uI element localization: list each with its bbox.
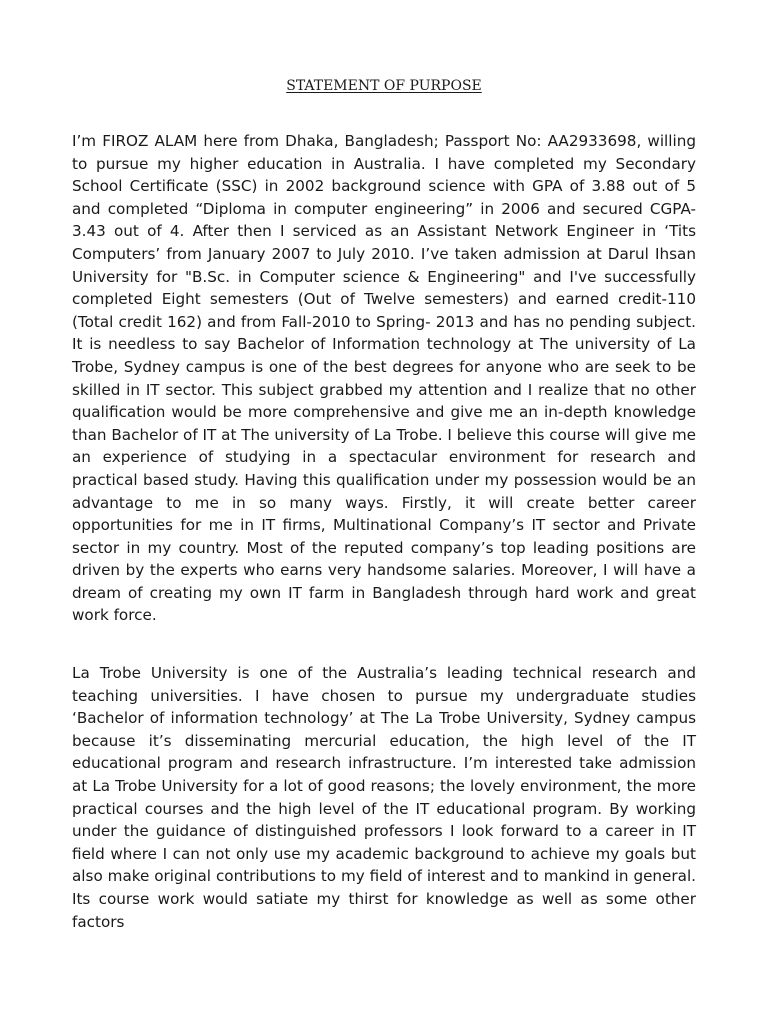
page-title: STATEMENT OF PURPOSE — [286, 78, 482, 94]
paragraph-1: I’m FIROZ ALAM here from Dhaka, Bangladesh; Passport No: AA2933698, willing to pursue my higher education in Australia. I have completed my Secondary School Certificate (SSC) in 2002 background science with GPA of 3.88 out of 5 and completed “Diploma in computer engineering” in 2006 and secured CGPA- 3.43 out of 4. After then I serviced as an Assistant Network Engineer in ‘Tits Computers’ from January 2007 to July 2010. I’ve taken admission at Darul Ihsan University for "B.Sc. in Computer science & Engineering" and I've successfully completed Eight semesters (Out of Twelve semesters) and earned credit-110 (Total credit 162) and from Fall-2010 to Spring- 2013 and has no pending subject. It is needless to say Bachelor of Information technology at The university of La Trobe, Sydney campus is one of the best degrees for anyone who are seek to be skilled in IT sector. This subject grabbed my attention and I realize that no other qualification would be more comprehensive and give me an in-depth knowledge than Bachelor of IT at The university of La Trobe. I believe this course will give me an experience of studying in a spectacular environment for research and practical based study. Having this qualification under my possession would be an advantage to me in so many ways. Firstly, it will create better career opportunities for me in IT firms, Multinational Company’s IT sector and Private sector in my country. Most of the reputed company’s top leading positions are driven by the experts who earns very handsome salaries. Moreover, I will have a dream of creating my own IT farm in Bangladesh through hard work and great work force. — [72, 132, 696, 625]
paragraph-2: La Trobe University is one of the Australia’s leading technical research and teaching universities. I have chosen to pursue my undergraduate studies ‘Bachelor of information technology’ at The La Trobe University, Sydney campus because it’s disseminating mercurial education, the high level of the IT educational program and research infrastructure. I’m interested take admission at La Trobe University for a lot of good reasons; the lovely environment, the more practical courses and the high level of the IT educational program. By working under the guidance of distinguished professors I look forward to a career in IT field where I can not only use my academic background to achieve my goals but also make original contributions to my field of interest and to mankind in general. Its course work would satiate my thirst for knowledge as well as some other factors — [72, 664, 696, 931]
